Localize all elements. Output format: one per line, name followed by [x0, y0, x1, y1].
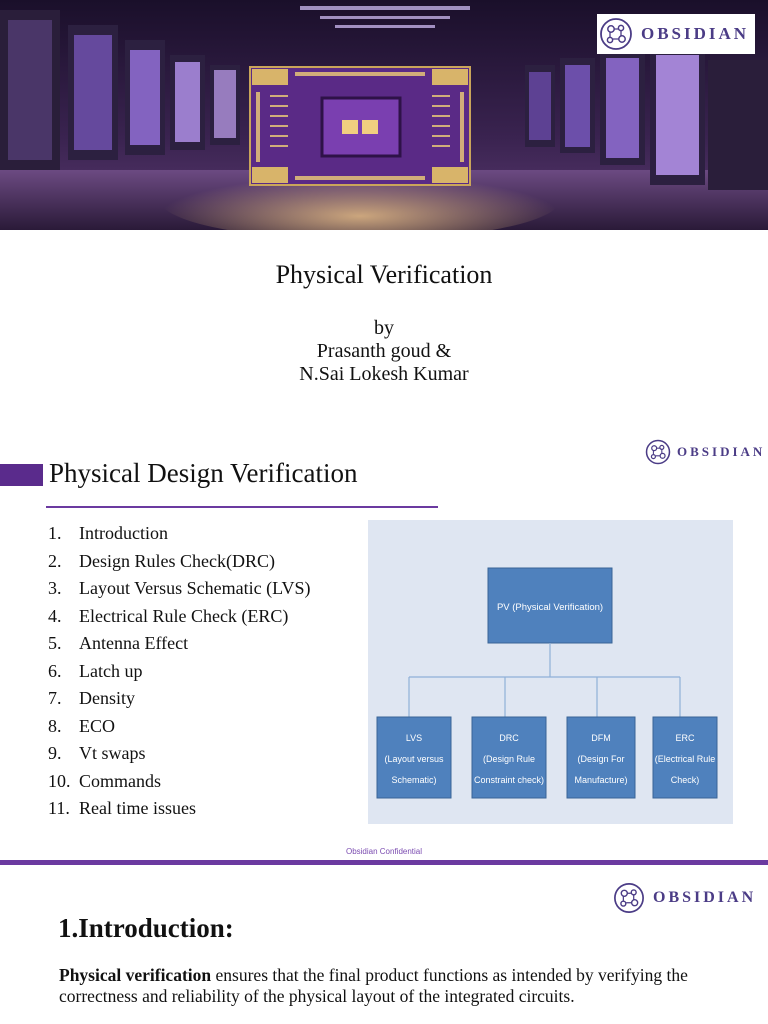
agenda-item-label: ECO: [79, 715, 115, 736]
obsidian-logo: [645, 439, 765, 465]
obsidian-logo-icon: [645, 439, 671, 465]
agenda-item-number: 6.: [48, 660, 62, 681]
obsidian-logo-icon: [613, 882, 645, 914]
author-line: by: [374, 317, 394, 339]
agenda-item: [48, 770, 310, 798]
diagram-child-label: (Layout versus: [384, 754, 444, 764]
obsidian-logo: [597, 14, 755, 54]
agenda-item: [48, 797, 310, 825]
obsidian-logo-text: OBSIDIAN: [641, 24, 750, 43]
agenda-item-number: 11.: [48, 798, 70, 818]
agenda-item: [48, 687, 310, 715]
title-accent-bar: [0, 464, 43, 486]
agenda-item-label: Design Rules Check(DRC): [79, 550, 275, 571]
authors-block: [0, 317, 768, 386]
diagram-child-label: Schematic): [391, 775, 437, 785]
obsidian-logo-text: OBSIDIAN: [653, 889, 757, 906]
diagram-child-label: (Design Rule: [482, 754, 536, 764]
pv-hierarchy-diagram: [368, 520, 733, 824]
agenda-item-number: 8.: [48, 715, 62, 736]
agenda-list: [48, 522, 310, 825]
agenda-item: [48, 660, 310, 688]
agenda-item: [48, 550, 310, 578]
obsidian-logo: [613, 882, 756, 914]
agenda-item-label: Antenna Effect: [79, 633, 189, 653]
agenda-item: [48, 742, 310, 770]
title-slide: [0, 0, 768, 420]
intro-text: ensures that the final product functions as intended by verifying the correctness and reliability of the physical layout of the integrated circuits.: [59, 965, 688, 1006]
agenda-item-number: 9.: [48, 743, 62, 763]
intro-bold-term: Physical verification: [59, 965, 212, 985]
obsidian-logo-icon: [599, 17, 633, 51]
diagram-child-label: DRC: [499, 733, 519, 743]
agenda-item-number: 7.: [48, 688, 62, 708]
agenda-item-number: 10.: [48, 770, 71, 791]
agenda-slide: [0, 430, 768, 860]
agenda-item: [48, 522, 310, 550]
agenda-item-label: Electrical Rule Check (ERC): [79, 605, 289, 626]
presentation-title: Physical Verification: [275, 260, 493, 289]
agenda-item-number: 4.: [48, 605, 62, 626]
agenda-item-label: Layout Versus Schematic (LVS): [79, 578, 311, 598]
agenda-item: [48, 605, 310, 633]
agenda-item-label: Introduction: [79, 523, 168, 543]
agenda-item-label: Vt swaps: [79, 743, 146, 763]
agenda-item: [48, 632, 310, 660]
section-title: 1.Introduction:: [58, 913, 234, 943]
diagram-child-label: ERC: [675, 733, 695, 743]
agenda-item-label: Density: [79, 688, 135, 708]
diagram-root-label: PV (Physical Verification): [496, 602, 604, 613]
agenda-item: [48, 577, 310, 605]
diagram-child-label: (Design For: [577, 754, 625, 764]
agenda-item-label: Real time issues: [79, 798, 196, 818]
agenda-item-label: Latch up: [79, 660, 143, 681]
agenda-item-label: Commands: [79, 770, 162, 791]
diagram-child-label: DFM: [591, 733, 611, 743]
diagram-child-label: Check): [670, 775, 700, 785]
intro-paragraph: [59, 965, 699, 1007]
agenda-item-number: 2.: [48, 550, 62, 571]
agenda-item-number: 3.: [48, 578, 62, 598]
diagram-child-label: Constraint check): [473, 775, 545, 785]
title-underline: [46, 506, 438, 508]
agenda-item-number: 1.: [48, 523, 62, 543]
confidential-footer: Obsidian Confidential: [345, 847, 423, 856]
author-line: N.Sai Lokesh Kumar: [299, 363, 469, 385]
introduction-slide: [0, 865, 768, 1024]
author-line: Prasanth goud &: [316, 340, 452, 362]
diagram-child-label: (Electrical Rule: [654, 754, 716, 764]
diagram-child-label: Manufacture): [574, 775, 628, 785]
agenda-item: [48, 715, 310, 743]
slide-title: Physical Design Verification: [49, 458, 358, 488]
diagram-child-label: LVS: [405, 733, 423, 743]
obsidian-logo-text: OBSIDIAN: [677, 444, 766, 459]
agenda-item-number: 5.: [48, 633, 62, 653]
